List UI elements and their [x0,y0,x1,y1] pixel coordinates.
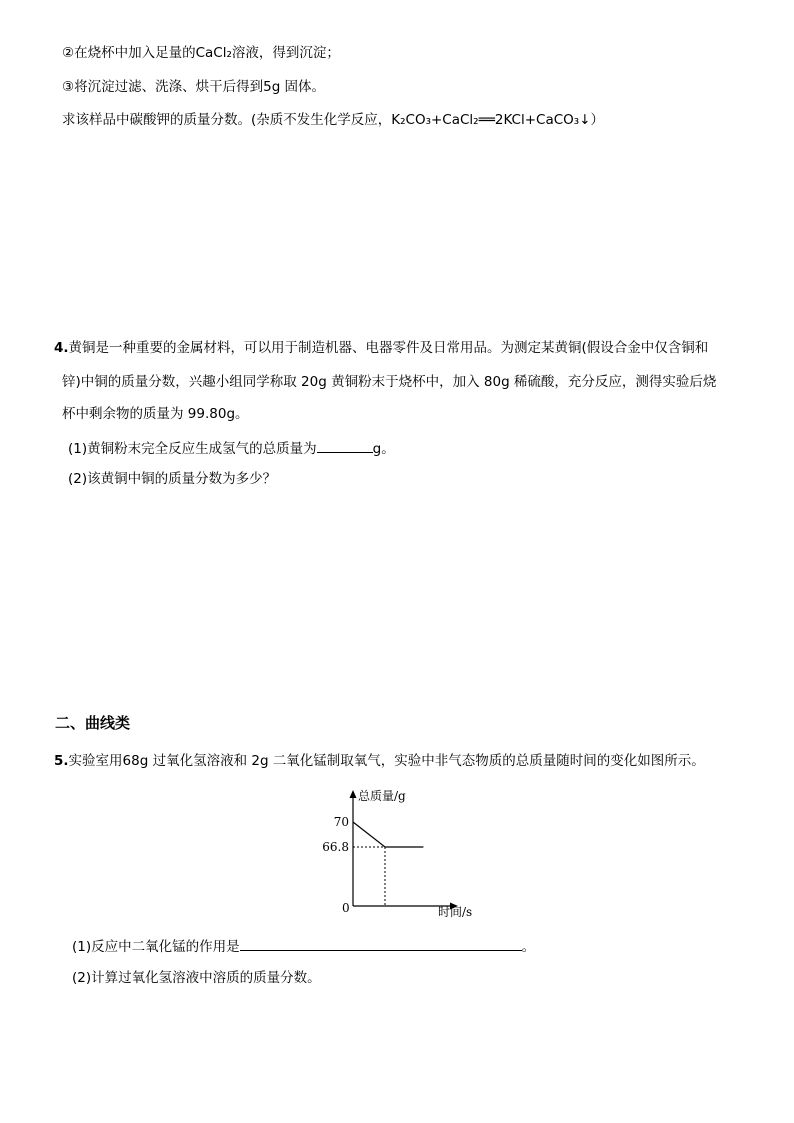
q4-text-line2: 锌)中铜的质量分数，兴趣小组同学称取 20g 黄铜粉末于烧杯中，加入 80g 稀硫酸，充分反应，测得实验后烧 [62,374,717,390]
q3-step3: ③将沉淀过滤、洗涤、烘干后得到5g 固体。 [62,79,326,95]
mass-series-line [353,822,423,847]
x-axis-label: 时间/s [438,905,473,919]
q5-answer-blank[interactable] [240,936,522,951]
q4-sub1 [68,438,395,458]
y-tick-label: 70 [333,815,349,829]
y-axis-arrow [350,790,357,798]
section-heading: 二、曲线类 [55,714,131,732]
q5-sub2: (2)计算过氧化氢溶液中溶质的质量分数。 [72,970,321,986]
q5-text: 实验室用68g 过氧化氢溶液和 2g 二氧化锰制取氧气，实验中非气态物质的总质量随时间的变化如图所示。 [68,753,705,769]
q3-ask: 求该样品中碳酸钾的质量分数。(杂质不发生化学反应，K₂CO₃+CaCl₂══2KCl+CaCO₃↓） [62,112,605,128]
y-axis-label: 总质量/g [358,789,406,803]
q5-sub1 [72,936,535,956]
q4-text-line3: 杯中剩余物的质量为 99.80g。 [62,406,249,422]
y-tick-label: 66.8 [322,840,349,854]
q3-step2: ②在烧杯中加入足量的CaCl₂溶液，得到沉淀； [62,45,340,61]
q5-number: 5. [54,753,69,769]
q5-line1 [54,752,705,770]
q4-sub1-text: (1)黄铜粉末完全反应生成氢气的总质量为 [68,441,317,457]
q4-sub1-unit: g。 [372,441,395,457]
q5-sub1-end: 。 [521,939,536,955]
mass-time-chart [318,784,488,922]
q4-answer-blank[interactable] [317,438,373,453]
q4-sub2: (2)该黄铜中铜的质量分数为多少？ [68,471,277,487]
q4-number: 4. [54,340,69,356]
origin-label: 0 [342,901,350,915]
q4-text-line1: 黄铜是一种重要的金属材料，可以用于制造机器、电器零件及日常用品。为测定某黄铜(假设合金中仅含铜和 [68,340,709,356]
q4-line1 [54,339,708,357]
q5-sub1-text: (1)反应中二氧化锰的作用是 [72,939,240,955]
